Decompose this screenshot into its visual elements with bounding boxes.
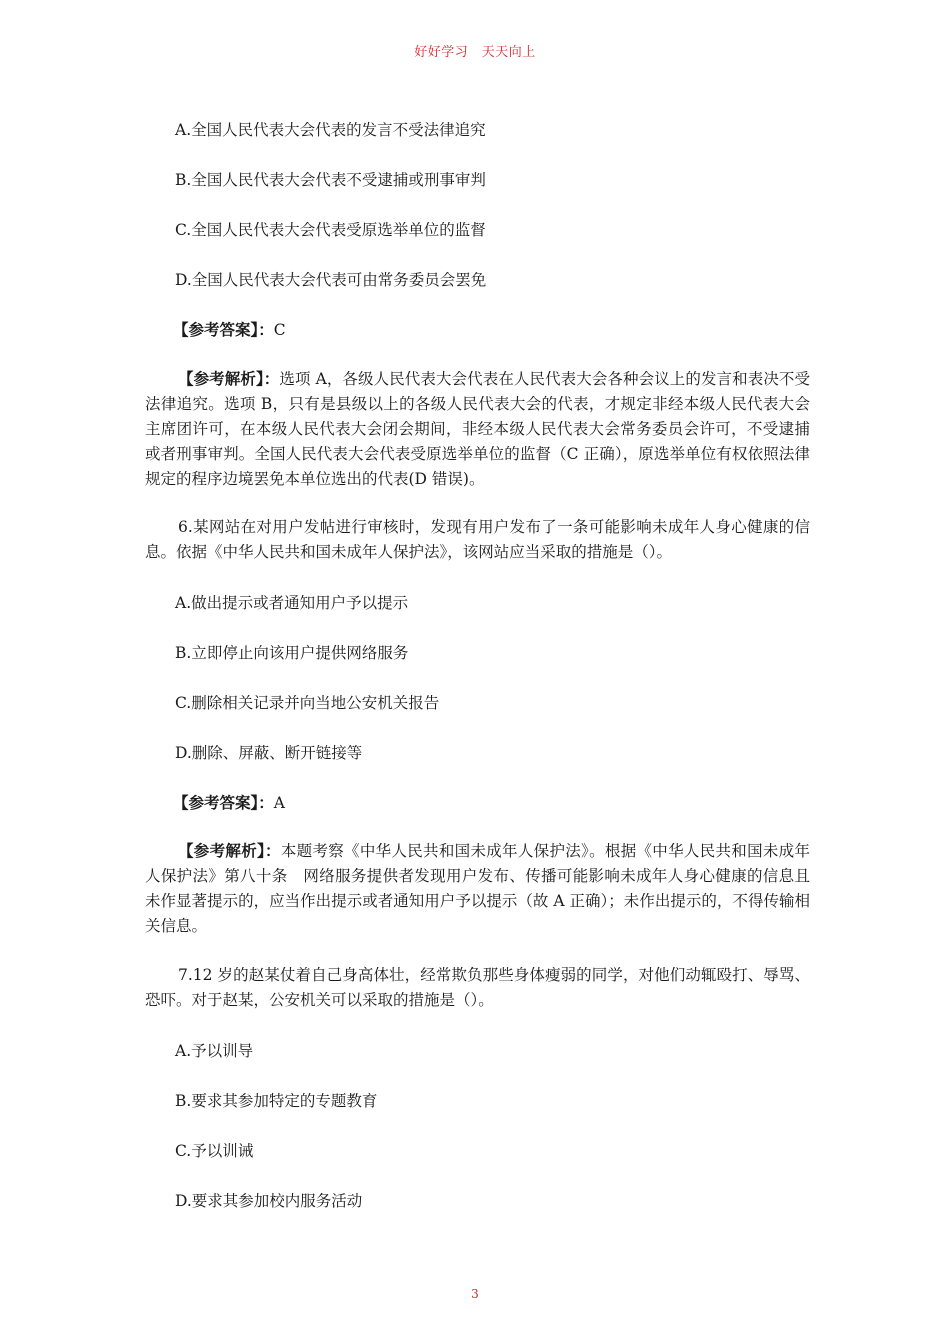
q5-answer [173, 318, 286, 340]
q6-analysis-label: 【参考解析】： [178, 841, 281, 860]
q6-option-c: C.删除相关记录并向当地公安机关报告 [175, 694, 440, 712]
q6-option-d: D.删除、屏蔽、断开链接等 [175, 744, 363, 762]
q5-option-b: B.全国人民代表大会代表不受逮捕或刑事审判 [175, 171, 486, 189]
page-header: 好好学习 天天向上 [414, 45, 536, 60]
q6-analysis [145, 838, 810, 939]
q5-answer-label: 【参考答案】： [173, 320, 274, 339]
q6-option-b: B.立即停止向该用户提供网络服务 [175, 644, 409, 662]
q5-analysis [145, 366, 810, 492]
q7-option-c: C.予以训诫 [175, 1142, 254, 1160]
q6-answer-value: A [273, 794, 285, 812]
q5-option-d: D.全国人民代表大会代表可由常务委员会罢免 [175, 271, 487, 289]
q6-option-a: A.做出提示或者通知用户予以提示 [175, 594, 409, 612]
q7-option-a: A.予以训导 [175, 1042, 254, 1060]
q5-answer-value: C [273, 321, 286, 339]
q6-answer-label: 【参考答案】： [173, 793, 274, 812]
q6-analysis-text: 本题考察《中华人民共和国未成年人保护法》。根据《中华人民共和国未成年人保护法》第八十条 网络服务提供者发现用户发布、传播可能影响未成年人身心健康的信息且未作显著提示的，应当作出提示或者通知用户予以提示（故 A 正确）；未作出提示的，不得传输相关信息。 [145, 842, 810, 935]
q5-option-c: C.全国人民代表大会代表受原选举单位的监督 [175, 221, 486, 239]
q6-question: 6.某网站在对用户发帖进行审核时，发现有用户发布了一条可能影响未成年人身心健康的信息。依据《中华人民共和国未成年人保护法》，该网站应当采取的措施是（）。 [145, 518, 810, 561]
q5-analysis-label: 【参考解析】： [178, 369, 280, 388]
q7-question: 7.12 岁的赵某仗着自己身高体壮，经常欺负那些身体瘦弱的同学，对他们动辄殴打、辱骂、恐吓。对于赵某，公安机关可以采取的措施是（）。 [145, 966, 810, 1009]
q7-option-b: B.要求其参加特定的专题教育 [175, 1092, 378, 1110]
q6-answer [173, 791, 285, 813]
q5-option-a: A.全国人民代表大会代表的发言不受法律追究 [175, 121, 486, 139]
q7-option-d: D.要求其参加校内服务活动 [175, 1192, 363, 1210]
q5-analysis-text: 选项 A，各级人民代表大会代表在人民代表大会各种会议上的发言和表决不受法律追究。选项 B，只有是县级以上的各级人民代表大会的代表，才规定非经本级人民代表大会主席团许可，在本级人民代表大会闭会期间，非经本级人民代表大会常务委员会许可，不受逮捕或者刑事审判。全国人民代表大会代表受原选举单位的监督（C 正确），原选举单位有权依照法律规定的程序边境罢免本单位选出的代表(D 错误)。 [145, 370, 810, 488]
page-number: 3 [471, 1287, 479, 1301]
